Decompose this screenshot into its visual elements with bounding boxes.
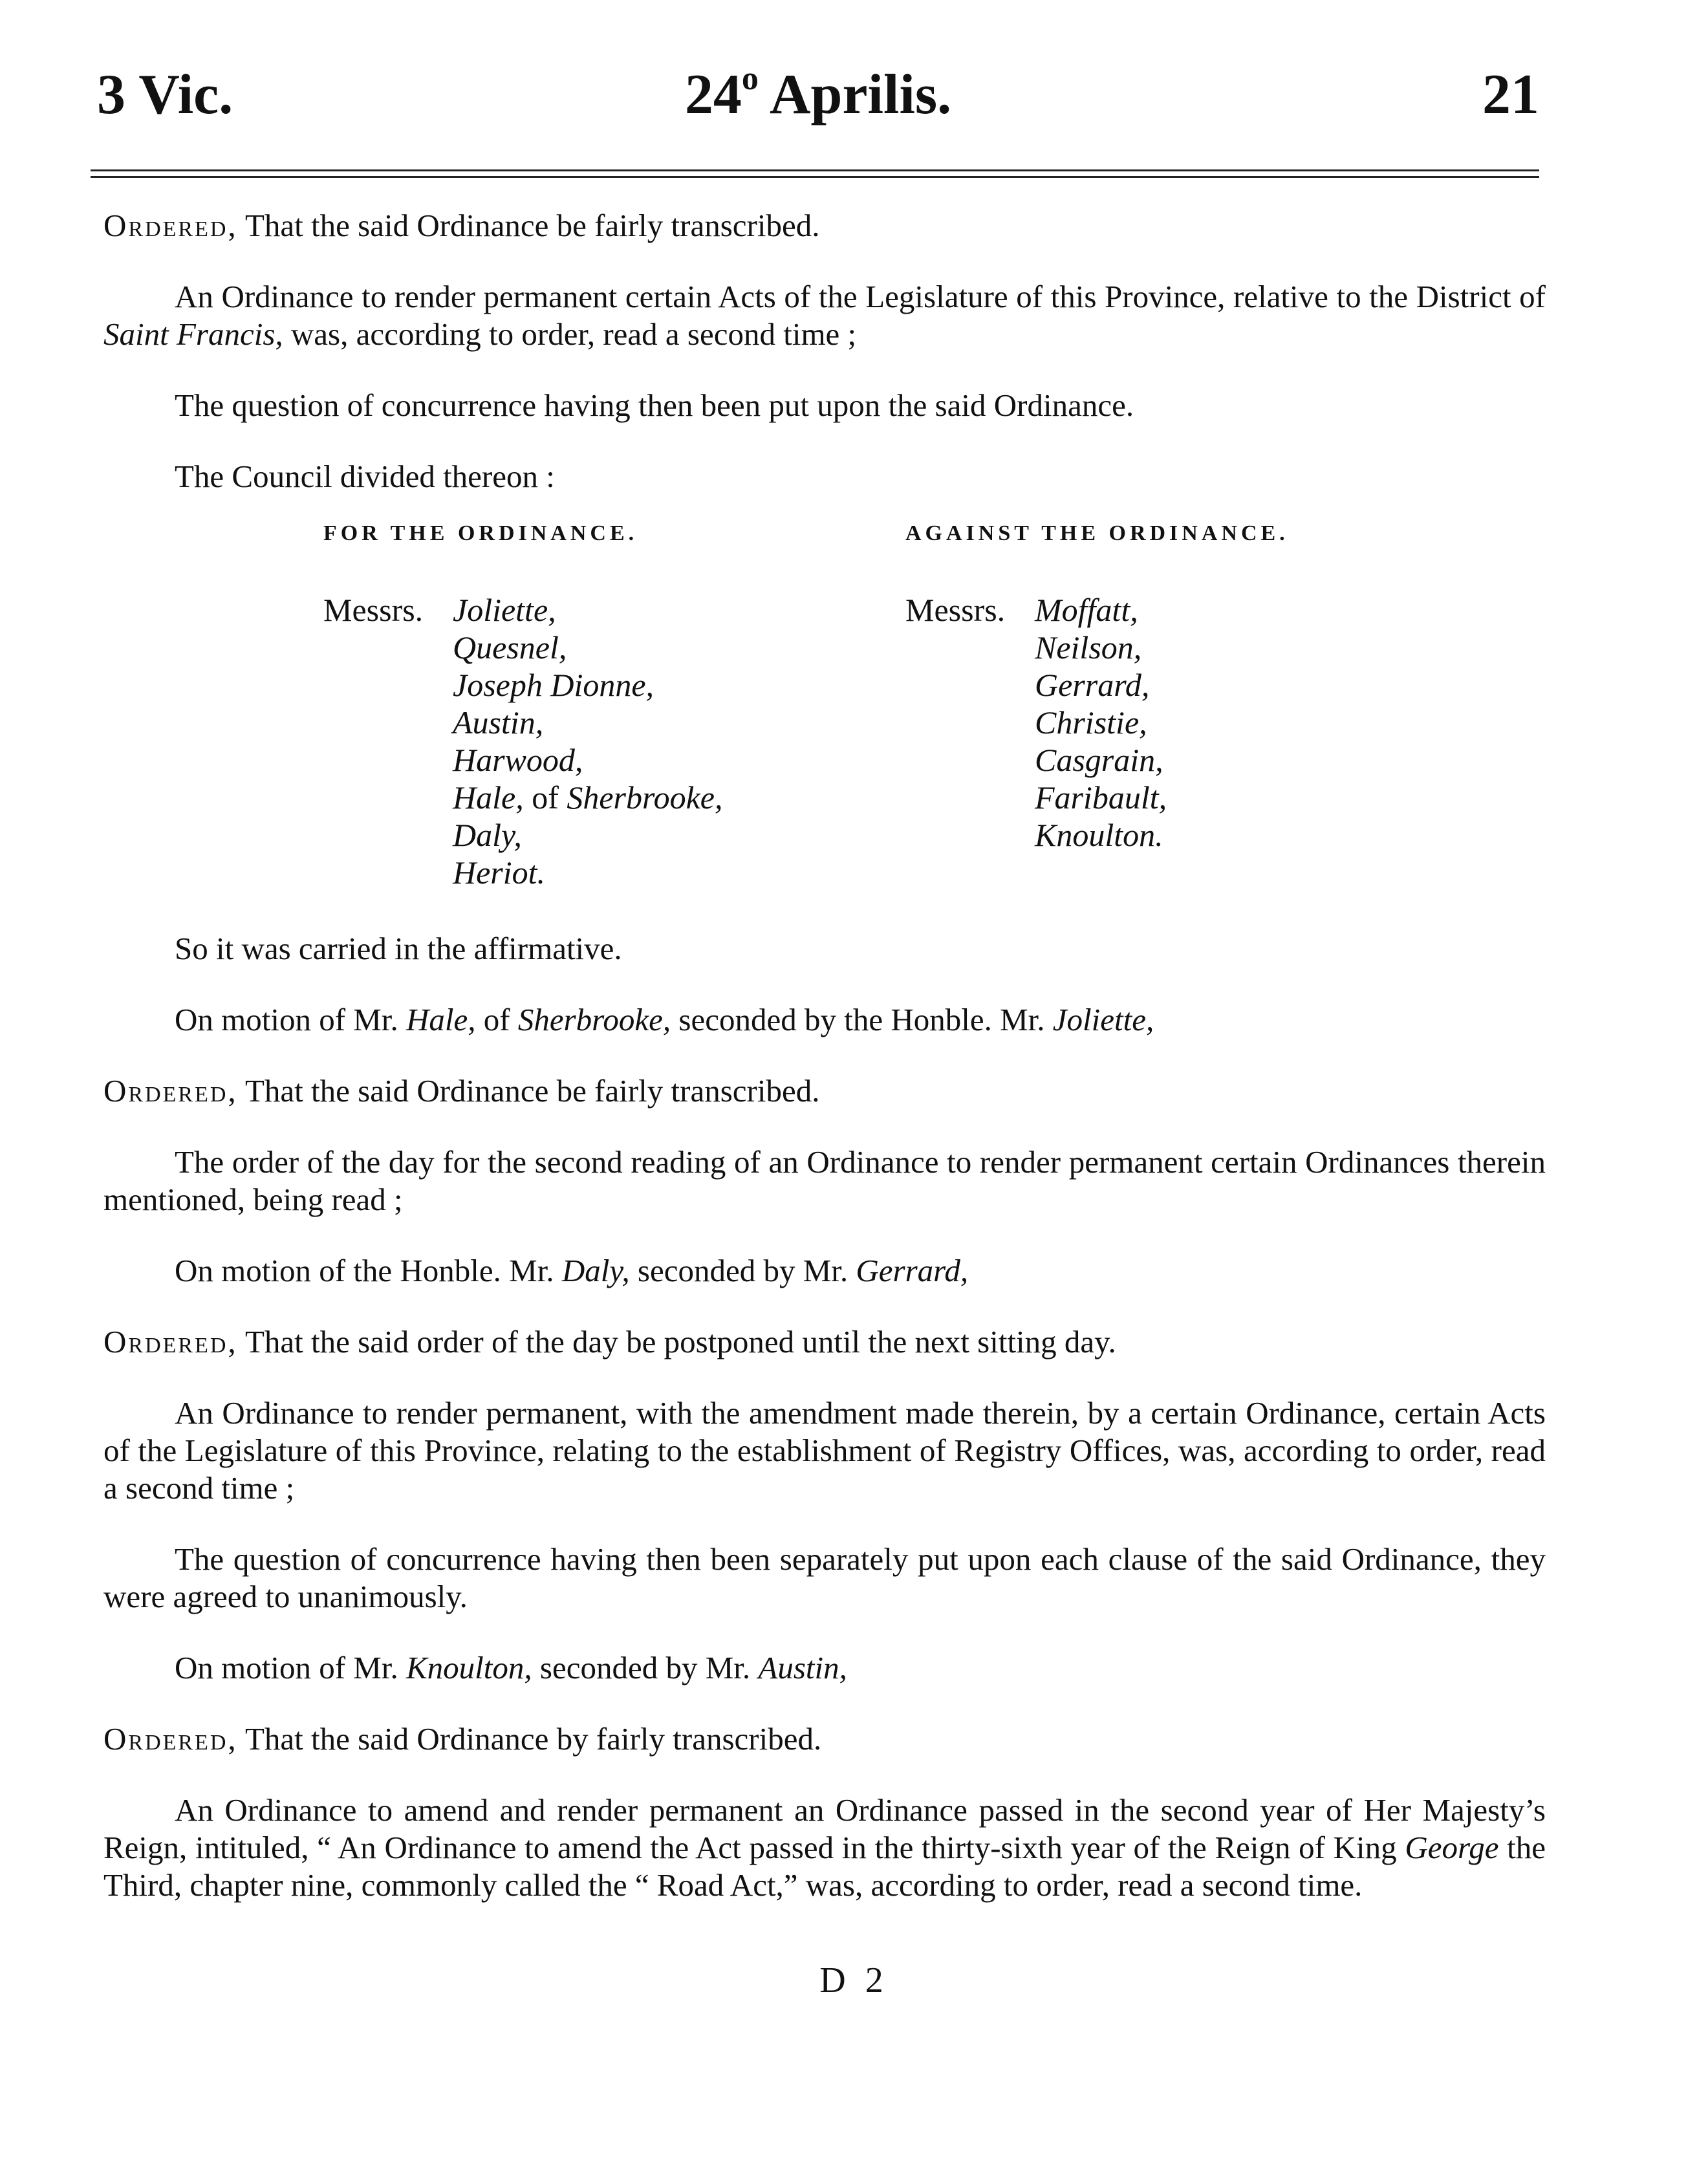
ordered-label: Ordered, — [103, 1324, 238, 1359]
text-span: On motion of Mr. — [175, 1002, 406, 1037]
page-number: 21 — [1482, 63, 1539, 126]
messrs-label: Messrs. — [905, 592, 1006, 628]
member-name: Daly, — [561, 1253, 630, 1288]
list-item — [905, 704, 1487, 741]
division-list — [103, 515, 1546, 896]
list-item — [323, 816, 905, 854]
member-name: Quesnel, — [453, 629, 567, 666]
member-name: Heriot. — [453, 854, 546, 891]
text-span: On motion of the Honble. Mr. — [175, 1253, 562, 1288]
list-item — [323, 704, 905, 741]
text-span: of — [523, 779, 567, 816]
text-span: On motion of Mr. — [175, 1650, 406, 1685]
ordered-label: Ordered, — [103, 208, 238, 243]
header-rule-top — [91, 169, 1539, 171]
header-date — [97, 60, 1539, 131]
order-postpone — [103, 1323, 1546, 1361]
member-name: Gerrard, — [1035, 667, 1150, 703]
against-column — [905, 515, 1487, 854]
header-rule-bottom — [91, 176, 1539, 178]
header-month: Aprilis. — [770, 63, 952, 126]
question-put: The question of concurrence having then been put upon the said Ordinance. — [175, 387, 1134, 423]
council-divided: The Council divided thereon : — [175, 459, 555, 494]
list-item — [905, 816, 1487, 854]
member-name: Knoulton. — [1035, 817, 1163, 853]
text-span: An Ordinance to render permanent certain Acts of the Legislature of this Province, relative to the District of — [175, 279, 1546, 314]
member-name: Christie, — [1035, 704, 1147, 741]
motion-knoulton — [103, 1649, 1546, 1687]
member-name: Joseph Dionne, — [453, 667, 654, 703]
against-heading: AGAINST THE ORDINANCE. — [905, 521, 1289, 545]
member-name: Moffatt, — [1035, 592, 1138, 628]
member-name: Austin, — [453, 704, 544, 741]
order-of-day: The order of the day for the second reading of an Ordinance to render permanent certain Ordinances therein mentioned, being read ; — [103, 1144, 1546, 1217]
order-transcribe-3 — [103, 1720, 1546, 1758]
order-transcribe-2 — [103, 1072, 1546, 1110]
text-span: An Ordinance to amend and render permanent an Ordinance passed in the second year of Her Majesty’s Reign, intituled, “ An Ordinance to amend the Act passed in the thirty-sixth year of the Reign of King — [103, 1792, 1546, 1865]
order-text: That the said Ordinance be fairly transcribed. — [237, 1073, 820, 1109]
text-span: the Third, chapter nine, commonly called the “ Road Act,” was, according to order, read a second time. — [103, 1830, 1546, 1903]
second-reading-saint-francis — [103, 278, 1546, 353]
list-item — [905, 591, 1487, 629]
list-item — [905, 779, 1487, 816]
order-text: That the said Ordinance be fairly transcribed. — [237, 208, 820, 243]
member-name: Casgrain, — [1035, 742, 1163, 778]
list-item — [323, 779, 905, 816]
list-item — [905, 741, 1487, 779]
place-name: Sherbrooke, — [567, 779, 723, 816]
king-name: George — [1405, 1830, 1499, 1865]
member-name: Austin, — [758, 1650, 847, 1685]
list-item — [323, 629, 905, 666]
list-item — [905, 629, 1487, 666]
text-span: of — [475, 1002, 518, 1037]
for-column — [323, 515, 905, 891]
member-name: Daly, — [453, 817, 522, 853]
header-day: 24 — [684, 63, 742, 126]
motion-hale — [103, 1001, 1546, 1039]
list-item — [323, 591, 905, 629]
place-name: Sherbrooke, — [517, 1002, 671, 1037]
member-name: Hale, — [453, 779, 524, 816]
clauses-agreed: The question of concurrence having then been separately put upon each clause of the said Ordinance, they were agreed to unanimously. — [103, 1541, 1546, 1614]
member-name: Knoulton, — [405, 1650, 532, 1685]
place-name: Saint Francis, — [103, 316, 283, 352]
registry-offices-reading: An Ordinance to render permanent, with the amendment made therein, by a certain Ordinance, certain Acts of the Legislature of this Province, relating to the establishment of Registry Offices, was, according to order, read a second time ; — [103, 1395, 1546, 1506]
ordered-label: Ordered, — [103, 1721, 238, 1757]
carried-affirmative: So it was carried in the affirmative. — [175, 931, 622, 966]
text-span: seconded by Mr. — [629, 1253, 856, 1288]
ordered-label: Ordered, — [103, 1073, 238, 1109]
road-act-reading — [103, 1792, 1546, 1904]
member-name: Joliette, — [1052, 1002, 1154, 1037]
header-day-suffix: o — [741, 60, 759, 97]
member-name: Gerrard, — [856, 1253, 969, 1288]
list-item — [905, 666, 1487, 704]
journal-body — [103, 207, 1546, 1904]
member-name: Harwood, — [453, 742, 583, 778]
text-span: seconded by Mr. — [532, 1650, 759, 1685]
list-item — [323, 666, 905, 704]
member-name: Hale, — [405, 1002, 476, 1037]
running-head — [97, 60, 1539, 131]
for-heading: FOR THE ORDINANCE. — [323, 521, 638, 545]
against-names — [905, 591, 1487, 854]
order-text: That the said order of the day be postponed until the next sitting day. — [237, 1324, 1116, 1359]
text-span: was, according to order, read a second time ; — [283, 316, 857, 352]
order-transcribe-1 — [103, 207, 1546, 244]
order-text: That the said Ordinance by fairly transcribed. — [237, 1721, 822, 1757]
messrs-label: Messrs. — [323, 592, 424, 628]
text-span: seconded by the Honble. Mr. — [671, 1002, 1053, 1037]
list-item — [323, 741, 905, 779]
member-name: Neilson, — [1035, 629, 1142, 666]
for-names — [323, 591, 905, 891]
member-name: Faribault, — [1035, 779, 1167, 816]
signature-mark: D 2 — [819, 1960, 889, 2000]
motion-daly — [103, 1252, 1546, 1290]
header-session: 3 Vic. — [97, 63, 233, 126]
list-item — [323, 854, 905, 891]
member-name: Joliette, — [453, 592, 556, 628]
